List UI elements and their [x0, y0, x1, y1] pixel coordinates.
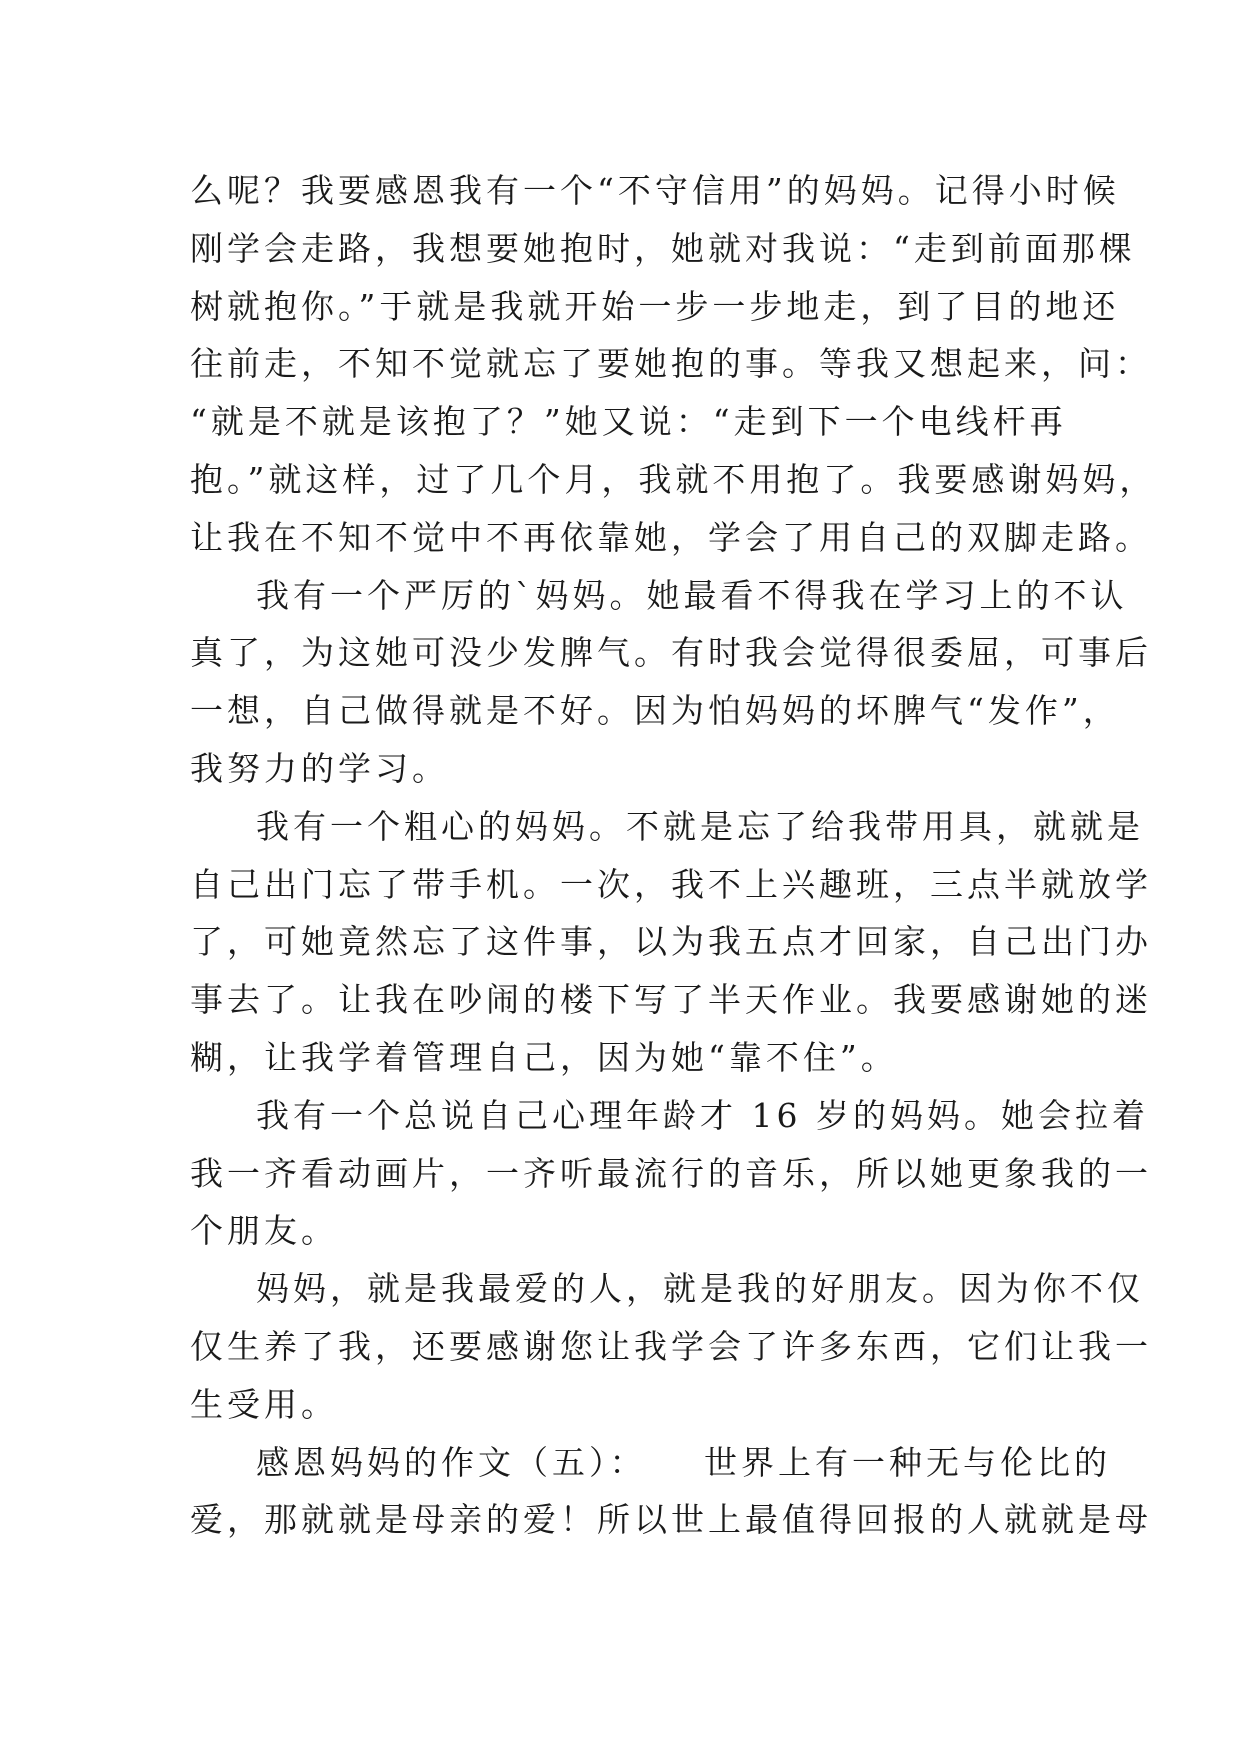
text-line: 个朋友。 [190, 1211, 338, 1251]
paragraph-start-line: 妈妈，就是我最爱的人，就是我的好朋友。因为你不仅 [256, 1269, 1144, 1309]
essay-body [190, 162, 1157, 1549]
paragraph-start-line: 我有一个粗心的妈妈。不就是忘了给我带用具，就就是 [256, 806, 1144, 846]
text-line: 刚学会走路，我想要她抱时，她就对我说：“走到前面那棵 [190, 228, 1136, 268]
text-line: 么呢？我要感恩我有一个“不守信用”的妈妈。记得小时候 [190, 171, 1120, 210]
text-line: 了，可她竟然忘了这件事，以为我五点才回家，自己出门办 [190, 922, 1152, 962]
text-line: 糊，让我学着管理自己，因为她“靠不住”。 [190, 1037, 898, 1077]
text-line: 让我在不知不觉中不再依靠她，学会了用自己的双脚走路。 [190, 517, 1152, 557]
text-line: 往前走，不知不觉就忘了要她抱的事。等我又想起来，问： [190, 344, 1152, 384]
text-line: 我一齐看动画片，一齐听最流行的音乐，所以她更象我的一 [190, 1153, 1152, 1193]
text-line: 树就抱你。”于就是我就开始一步一步地走，到了目的地还 [190, 286, 1120, 326]
text-line: 爱，那就就是母亲的爱！所以世上最值得回报的人就就是母 [190, 1500, 1152, 1540]
text-line: 仅生养了我，还要感谢您让我学会了许多东西，它们让我一 [190, 1326, 1152, 1366]
text-line: 抱。”就这样，过了几个月，我就不用抱了。我要感谢妈妈， [190, 459, 1157, 499]
paragraph-start-line: 感恩妈妈的作文（五）： 世界上有一种无与伦比的 [256, 1442, 1111, 1482]
paragraph-start-line: 我有一个严厉的`妈妈。她最看不得我在学习上的不认 [256, 575, 1128, 615]
text-line: 我努力的学习。 [190, 748, 449, 788]
text-line: 真了，为这她可没少发脾气。有时我会觉得很委屈，可事后 [190, 633, 1152, 673]
text-line: 事去了。让我在吵闹的楼下写了半天作业。我要感谢她的迷 [190, 980, 1152, 1020]
text-line: 自己出门忘了带手机。一次，我不上兴趣班，三点半就放学 [190, 864, 1152, 904]
paragraph-start-line: 我有一个总说自己心理年龄才 16 岁的妈妈。她会拉着 [256, 1095, 1149, 1135]
text-line: “就是不就是该抱了？”她又说：“走到下一个电线杆再 [190, 402, 1067, 442]
text-line: 生受用。 [190, 1384, 338, 1424]
text-line: 一想，自己做得就是不好。因为怕妈妈的坏脾气“发作”， [190, 691, 1120, 731]
